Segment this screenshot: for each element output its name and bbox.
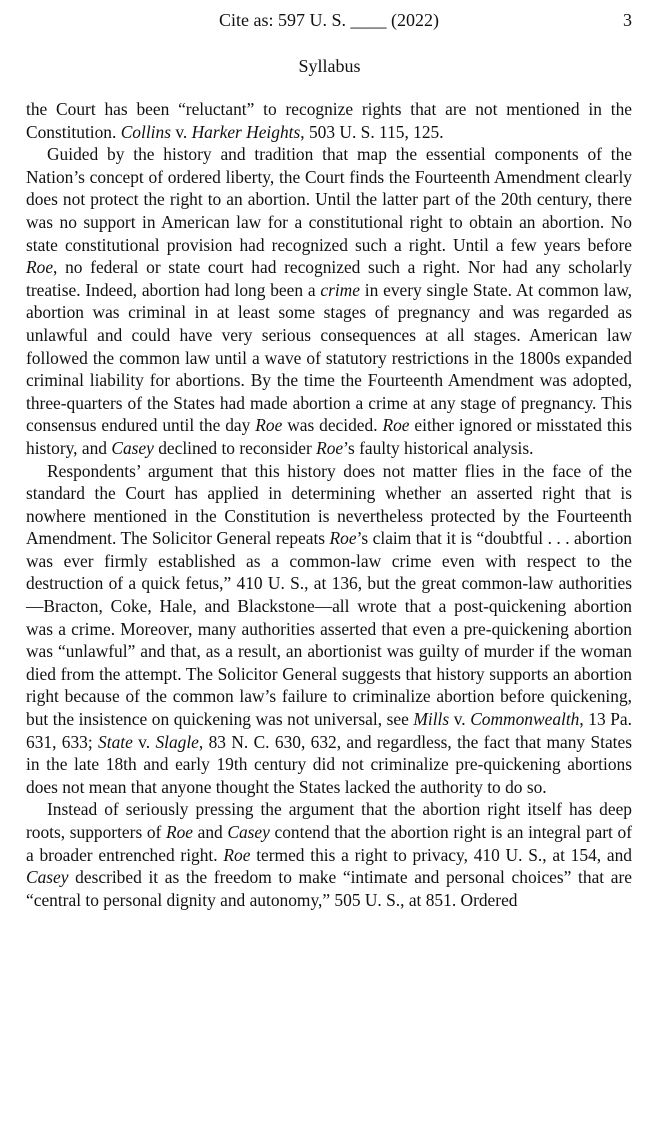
italic-text-run: Commonwealth [470, 709, 580, 730]
italic-text-run: Casey [227, 822, 270, 842]
italic-text-run: Roe [382, 415, 410, 436]
text-run: contend that the abortion right is an integral part of a broader entrenched right. [26, 822, 632, 865]
italic-text-run: Casey [26, 867, 69, 888]
italic-text-run: Roe [165, 822, 193, 842]
paragraph [26, 798, 632, 911]
text-run: v. [170, 121, 192, 142]
text-run: , 503 U. S. 115, 125. [300, 121, 444, 142]
italic-text-run: Casey [111, 437, 154, 458]
text-run: v. [132, 731, 156, 752]
italic-text-run: Roe [26, 257, 54, 278]
text-run: Guided by the history and tradition that map the essential components of the Nation’s concept of ordered liberty, the Court finds the Fourteenth Amendment clearly does not protect the right to an abortion. Until the latter part of the 20th century, there was no support in American law for a constitutional right to obtain an abortion. No state constitutional provision had recognized such a right. Until a few years before [26, 144, 632, 255]
italic-text-run: Roe [329, 528, 357, 549]
page-header [26, 10, 632, 34]
section-title: Syllabus [298, 56, 361, 76]
page-number: 3 [623, 10, 632, 30]
text-run: , no federal or state court had recognized such a right. Nor had any scholarly treatise. Indeed, abortion had long been a [26, 257, 632, 300]
text-run: was decided. [282, 415, 383, 436]
italic-text-run: Collins [120, 121, 171, 142]
text-run: ’s claim that it is “doubtful . . . abortion was ever firmly established as a common-law crime even with respect to the destruction of a quick fetus,” 410 U. S., at 136, but the great common-law authorities—Bracton, Coke, Hale, and Blackstone—all wrote that a post-quickening abortion was a crime. Moreover, many authorities asserted that even a pre-quickening abortion was “unlawful” and that, as a result, an abortionist was guilty of murder if the woman died from the attempt. The Solicitor General suggests that history supports an abortion right because of the common law’s failure to criminalize abortion before quickening, but the insistence on quickening was not universal, see [26, 528, 633, 730]
text-run: Instead of seriously pressing the argument that the abortion right itself has deep roots, supporters of [26, 799, 632, 842]
italic-text-run: Roe [255, 415, 283, 436]
italic-text-run: State [98, 731, 133, 752]
italic-text-run: Roe [223, 844, 251, 865]
text-run: declined to reconsider [153, 437, 317, 458]
text-run: ’s faulty historical analysis. [343, 437, 534, 458]
italic-text-run: Roe [316, 437, 344, 458]
text-run: v. [449, 709, 471, 730]
citation-header: Cite as: 597 U. S. ____ (2022) [219, 10, 439, 30]
italic-text-run: crime [320, 279, 360, 300]
paragraph [26, 143, 632, 459]
paragraph [26, 460, 632, 799]
text-run: termed this a right to privacy, 410 U. S., at 154, and [250, 844, 632, 865]
text-run: either ignored or misstated this history, and [26, 415, 632, 458]
text-run: and [193, 822, 228, 842]
italic-text-run: Mills [413, 709, 450, 730]
text-run: the Court has been “reluctant” to recognize rights that are not mentioned in the Constitution. [26, 99, 632, 142]
syllabus-body [26, 98, 632, 911]
text-run: , 13 Pa. 631, 633; [26, 709, 633, 752]
italic-text-run: Slagle [155, 731, 199, 752]
paragraph [26, 98, 632, 143]
text-run: Respondents’ argument that this history does not matter flies in the face of the standard the Court has applied in determining whether an asserted right that is nowhere mentioned in the Constitution is nevertheless protected by the Fourteenth Amendment. The Solicitor General repeats [26, 460, 632, 549]
text-run: in every single State. At common law, abortion was criminal in at least some stages of pregnancy and was regarded as unlawful and could have very serious consequences at all stages. American law followed the common law until a wave of statutory restrictions in the 1800s expanded criminal liability for abortions. By the time the Fourteenth Amendment was adopted, three-quarters of the States had made abortion a crime at any stage of pregnancy. This consensus endured until the day [26, 279, 632, 436]
text-run: , 83 N. C. 630, 632, and regardless, the fact that many States in the late 18th and early 19th century did not criminalize pre-quickening abortions does not mean that anyone thought the States lacked the authority to do so. [26, 731, 633, 797]
italic-text-run: Harker Heights [191, 121, 301, 142]
text-run: described it as the freedom to make “intimate and personal choices” that are “central to personal dignity and autonomy,” 505 U. S., at 851. Ordered [26, 867, 632, 910]
